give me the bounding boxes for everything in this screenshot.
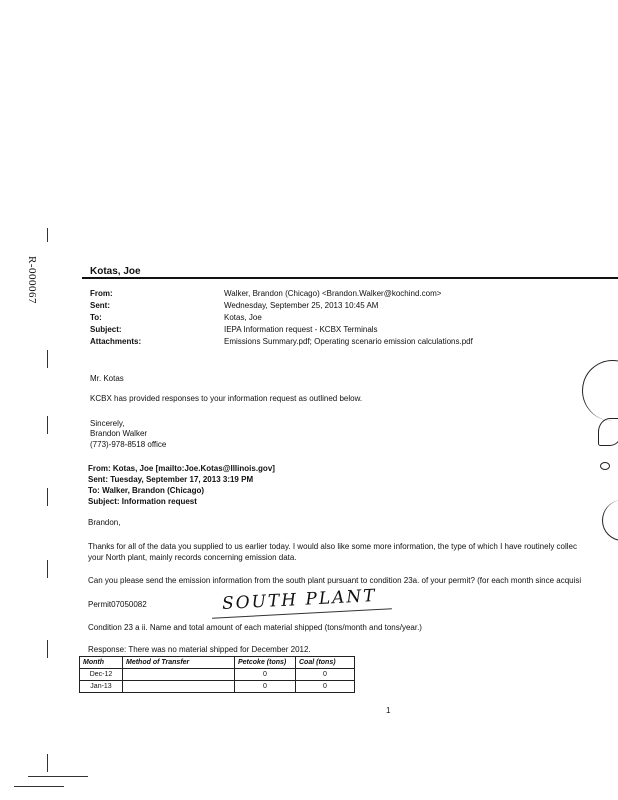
signature-phone: (773)-978-8518 office	[90, 440, 167, 449]
quoted-greeting: Brandon,	[88, 518, 121, 527]
table-row	[80, 681, 355, 693]
response-text: Response: There was no material shipped for December 2012.	[88, 645, 311, 654]
greeting: Mr. Kotas	[90, 374, 124, 383]
table-cell: 0	[296, 681, 355, 693]
to-value: Kotas, Joe	[224, 313, 262, 322]
to-label: To:	[90, 313, 102, 322]
subject-value: IEPA Information request - KCBX Terminals	[224, 325, 378, 334]
from-label: From:	[90, 289, 113, 298]
signature-name: Brandon Walker	[90, 429, 148, 438]
bates-number: R-000067	[26, 256, 38, 304]
table-cell	[123, 669, 235, 681]
header-rule	[82, 277, 618, 279]
handwritten-mark	[600, 462, 610, 470]
margin-mark	[47, 228, 48, 242]
table-cell: Dec-12	[80, 669, 123, 681]
quoted-request: Can you please send the emission information from the south plant pursuant to condition 23a. of your permit? (for each month since acquisi	[88, 576, 582, 585]
table-cell: 0	[235, 681, 296, 693]
quoted-subject: Subject: Information request	[88, 497, 197, 506]
footer-rule	[14, 786, 64, 787]
sender-name: Kotas, Joe	[90, 266, 141, 277]
subject-label: Subject:	[90, 325, 122, 334]
quoted-to: To: Walker, Brandon (Chicago)	[88, 486, 205, 495]
quoted-sent: Sent: Tuesday, September 17, 2013 3:19 PM	[88, 475, 254, 484]
quoted-paragraph: Thanks for all of the data you supplied to us earlier today. I would also like some more information, the type of which I have routinely collec	[88, 542, 577, 551]
page-mark: 1	[386, 706, 391, 715]
handwritten-mark	[602, 500, 618, 541]
sent-value: Wednesday, September 25, 2013 10:45 AM	[224, 301, 379, 310]
table-cell: 0	[235, 669, 296, 681]
quoted-from: From: Kotas, Joe [mailto:Joe.Kotas@Illinois.gov]	[88, 464, 275, 473]
table-cell	[123, 681, 235, 693]
table-header: Petcoke (tons)	[235, 657, 296, 669]
table-row	[80, 669, 355, 681]
quoted-paragraph-cont: your North plant, mainly records concerning emission data.	[88, 553, 297, 562]
margin-mark	[47, 640, 48, 658]
margin-mark	[47, 754, 48, 772]
handwritten-mark	[598, 418, 618, 446]
attachments-label: Attachments:	[90, 337, 142, 346]
margin-mark	[47, 416, 48, 434]
margin-mark	[47, 488, 48, 506]
margin-mark	[47, 560, 48, 578]
handwritten-mark	[582, 360, 618, 421]
shipment-table	[79, 656, 355, 693]
permit-number: Permit07050082	[88, 600, 147, 609]
closing: Sincerely,	[90, 419, 125, 428]
body-line: KCBX has provided responses to your information request as outlined below.	[90, 394, 363, 403]
table-cell: Jan-13	[80, 681, 123, 693]
table-header: Month	[80, 657, 123, 669]
footer-rule	[28, 776, 88, 777]
handwritten-note: SOUTH PLANT	[221, 585, 378, 615]
from-value: Walker, Brandon (Chicago) <Brandon.Walker@kochind.com>	[224, 289, 442, 298]
sent-label: Sent:	[90, 301, 110, 310]
table-header: Method of Transfer	[123, 657, 235, 669]
table-header-row	[80, 657, 355, 669]
condition-text: Condition 23 a ii. Name and total amount of each material shipped (tons/month and tons/year.)	[88, 623, 422, 632]
attachments-value: Emissions Summary.pdf; Operating scenario emission calculations.pdf	[224, 337, 473, 346]
table-header: Coal (tons)	[296, 657, 355, 669]
table-cell: 0	[296, 669, 355, 681]
margin-mark	[47, 350, 48, 368]
